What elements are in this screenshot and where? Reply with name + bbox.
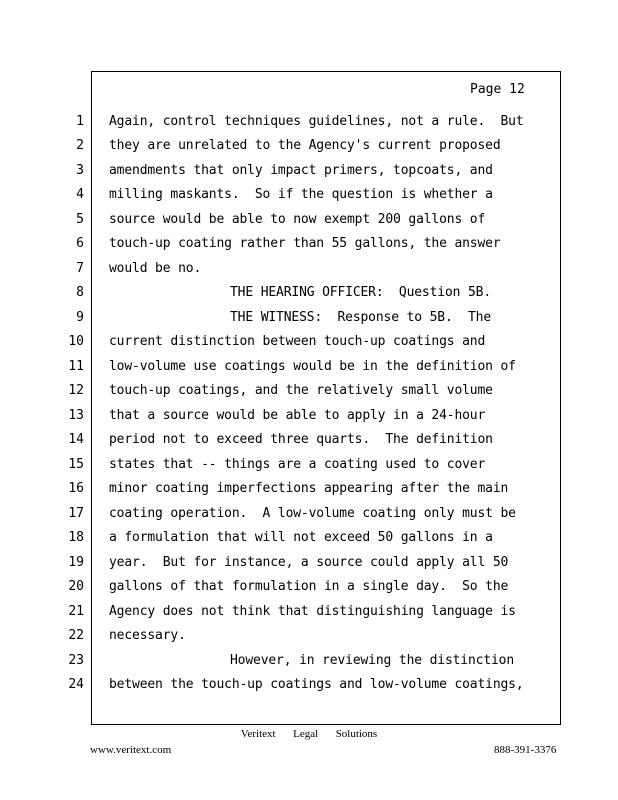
transcript-line: source would be able to now exempt 200 gallons of xyxy=(109,212,486,227)
line-number: 22 xyxy=(68,628,84,643)
transcript-line: period not to exceed three quarts. The definition xyxy=(109,432,493,447)
transcript-line: THE WITNESS: Response to 5B. The xyxy=(230,310,492,325)
transcript-line: THE HEARING OFFICER: Question 5B. xyxy=(230,285,492,300)
line-number: 9 xyxy=(76,310,84,325)
line-number: 18 xyxy=(68,530,84,545)
transcript-line: coating operation. A low-volume coating only must be xyxy=(109,506,516,521)
line-number: 16 xyxy=(68,481,84,496)
page-number: Page 12 xyxy=(470,82,525,97)
line-number: 3 xyxy=(76,163,84,178)
transcript-line: Again, control techniques guidelines, not a rule. But xyxy=(109,114,524,129)
transcript-line: touch-up coatings, and the relatively small volume xyxy=(109,383,493,398)
transcript-line: would be no. xyxy=(109,261,202,276)
line-number: 10 xyxy=(68,334,84,349)
line-number: 12 xyxy=(68,383,84,398)
line-number: 4 xyxy=(76,187,84,202)
line-number: 14 xyxy=(68,432,84,447)
transcript-line: milling maskants. So if the question is whether a xyxy=(109,187,493,202)
footer-phone: 888-391-3376 xyxy=(494,744,557,756)
line-number: 2 xyxy=(76,138,84,153)
transcript-line: However, in reviewing the distinction xyxy=(230,653,515,668)
line-number: 5 xyxy=(76,212,84,227)
line-number: 13 xyxy=(68,408,84,423)
line-number: 24 xyxy=(68,677,84,692)
line-number: 7 xyxy=(76,261,84,276)
transcript-line: gallons of that formulation in a single day. So the xyxy=(109,579,509,594)
line-number: 21 xyxy=(68,604,84,619)
transcript-line: necessary. xyxy=(109,628,186,643)
transcript-line: states that -- things are a coating used to cover xyxy=(109,457,486,472)
transcript-line: minor coating imperfections appearing after the main xyxy=(109,481,509,496)
transcript-line: between the touch-up coatings and low-volume coatings, xyxy=(109,677,524,692)
footer-url: www.veritext.com xyxy=(90,744,172,756)
line-number: 11 xyxy=(68,359,84,374)
line-number: 8 xyxy=(76,285,84,300)
footer-company: Veritext Legal Solutions xyxy=(240,728,378,740)
line-number: 19 xyxy=(68,555,84,570)
transcript-line: low-volume use coatings would be in the definition of xyxy=(109,359,516,374)
line-number: 20 xyxy=(68,579,84,594)
transcript-line: year. But for instance, a source could apply all 50 xyxy=(109,555,509,570)
transcript-line: amendments that only impact primers, topcoats, and xyxy=(109,163,493,178)
transcript-line: that a source would be able to apply in a 24-hour xyxy=(109,408,486,423)
transcript-line: current distinction between touch-up coatings and xyxy=(109,334,486,349)
transcript-line: touch-up coating rather than 55 gallons, the answer xyxy=(109,236,501,251)
line-number: 15 xyxy=(68,457,84,472)
line-number: 6 xyxy=(76,236,84,251)
transcript-line: they are unrelated to the Agency's current proposed xyxy=(109,138,501,153)
line-number: 1 xyxy=(76,114,84,129)
line-number: 23 xyxy=(68,653,84,668)
line-number: 17 xyxy=(68,506,84,521)
transcript-line: a formulation that will not exceed 50 gallons in a xyxy=(109,530,493,545)
transcript-line: Agency does not think that distinguishing language is xyxy=(109,604,516,619)
